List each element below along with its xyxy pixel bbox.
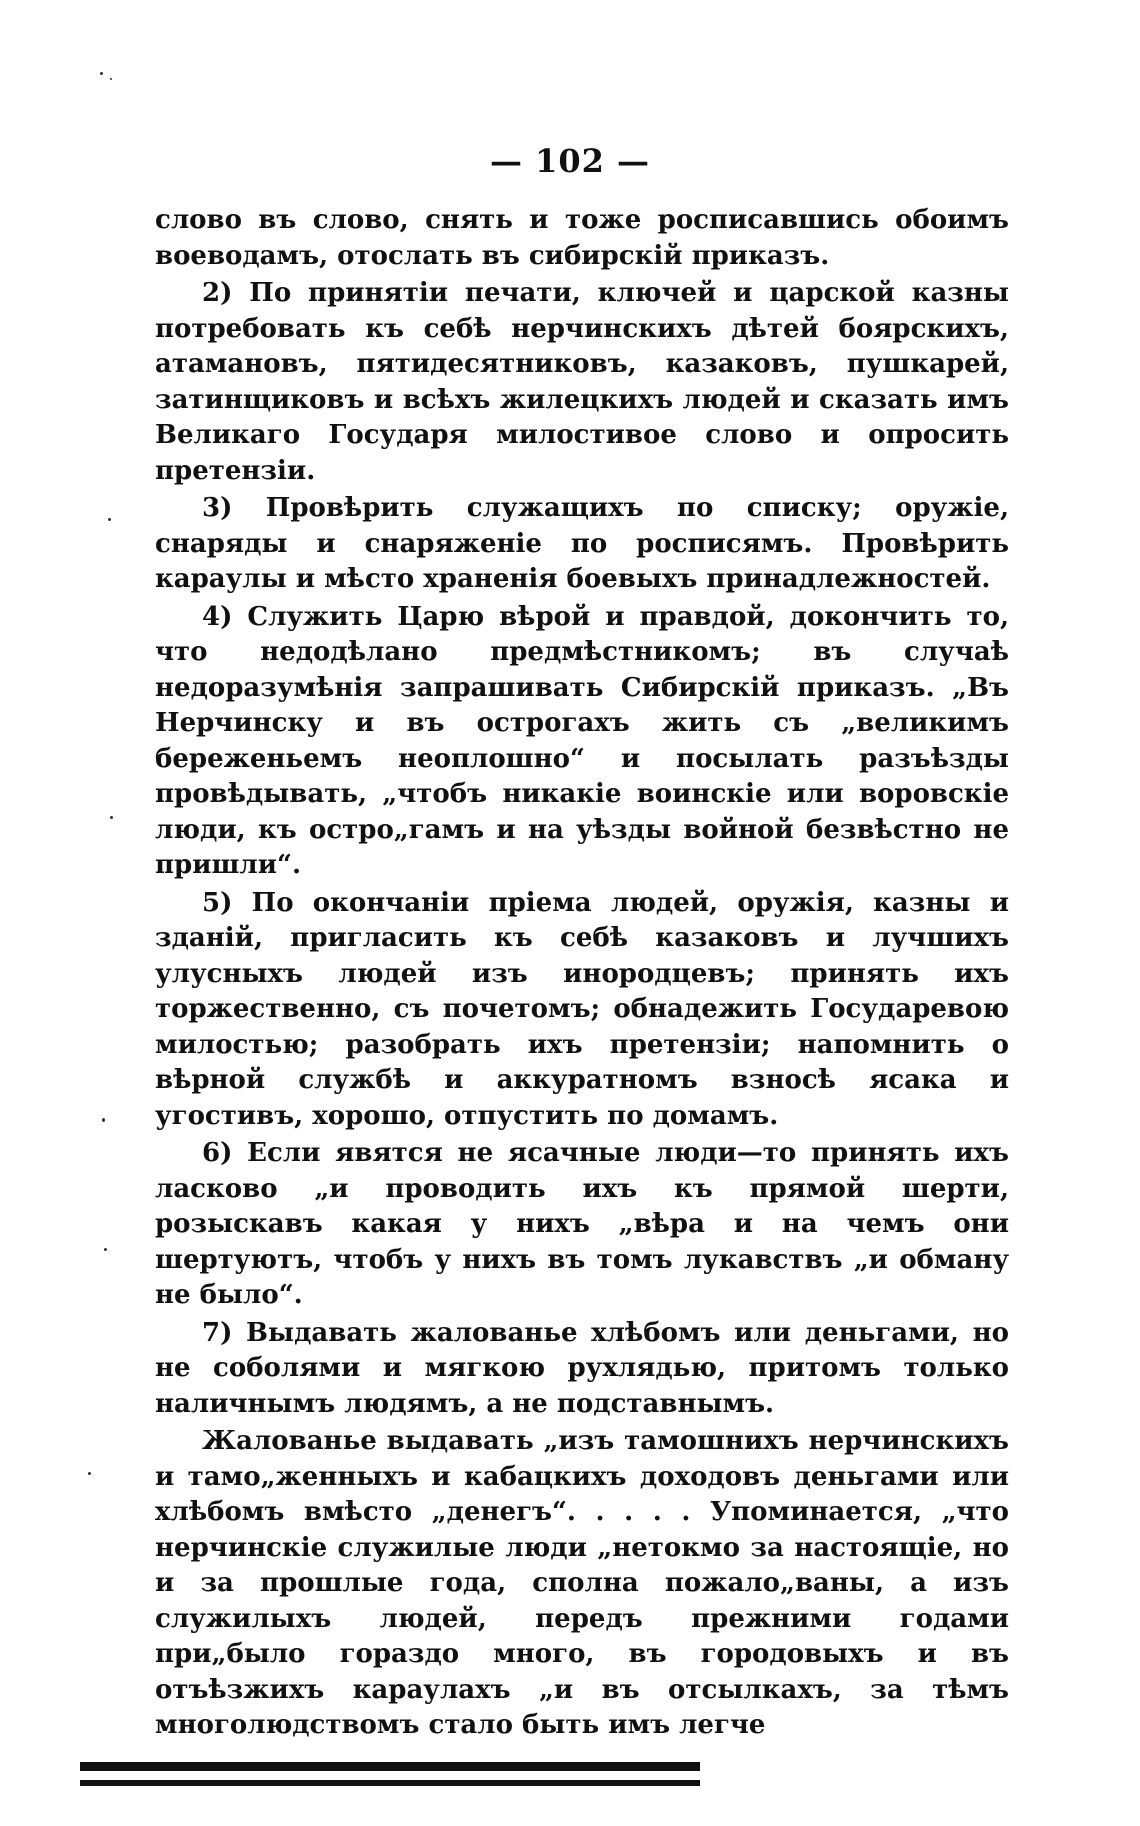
scan-speck <box>104 1248 107 1251</box>
paragraph-item-5: 5) По окончанiи прiема людей, оружiя, казны и зданiй, пригласить къ себѣ казаковъ и лучшихъ улусныхъ людей изъ инородцевъ; принять ихъ торжественно, съ почетомъ; обнадежить Государевою милостью; разобрать ихъ претензiи; напомнить о вѣрной службѣ и аккуратномъ взносѣ ясака и угостивъ, хорошо, отпустить по домамъ. <box>155 887 1009 1131</box>
scan-speck <box>110 78 112 80</box>
scan-speck <box>108 518 111 521</box>
body-text <box>155 203 1009 1744</box>
scan-speck <box>110 816 113 819</box>
scan-speck <box>88 1472 91 1475</box>
footer-rule-bottom <box>80 1780 700 1786</box>
paragraph-item-2: 2) По принятiи печати, ключей и царской казны потребовать къ себѣ нерчинскихъ дѣтей боярскихъ, атамановъ, пятидесятниковъ, казаковъ, пушкарей, затинщиковъ и всѣхъ жилецкихъ людей и сказать имъ Великаго Государя милостивое слово и опросить претензiи. <box>155 278 1009 486</box>
paragraph-item-7: 7) Выдавать жалованье хлѣбомъ или деньгами, но не соболями и мягкою рухлядью, притомъ только наличнымъ людямъ, а не подставнымъ. <box>155 1317 1009 1419</box>
paragraph-item-3: 3) Провѣрить служащихъ по списку; оружiе, снаряды и снаряженiе по росписямъ. Провѣрить караулы и мѣсто храненiя боевыхъ принадлежностей. <box>155 493 1009 594</box>
paragraph-continuation: слово въ слово, снять и тоже росписавшись обоимъ воеводамъ, отослать въ сибирскiй приказъ. <box>155 205 1009 271</box>
page-number: — 102 — <box>489 142 651 180</box>
paragraph-item-4: 4) Служить Царю вѣрой и правдой, докончить то, что недодѣлано предмѣстникомъ; въ случаѣ недоразумѣнiя запрашивать Сибирскiй приказъ. „Въ Нерчинску и въ острогахъ жить съ „великимъ береженьемъ неоплошно“ и посылать разъѣзды провѣдывать, „чтобъ никакiе воинскiе или воровскiе люди, къ остро„гамъ и на уѣзды войной безвѣстно не пришли“. <box>155 601 1009 880</box>
paragraph-salary: Жалованье выдавать „изъ тамошнихъ нерчинскихъ и тамо„женныхъ и кабацкихъ доходовъ деньгами или хлѣбомъ вмѣсто „денегъ“. . . . . Упоминается, „что нерчинскiе служилые люди „нетокмо за настоящiе, но и за прошлые года, сполна пожало„ваны, а изъ служилыхъ людей, передъ прежними годами при„было гораздо много, въ городовыхъ и въ отъѣзжихъ караулахъ „и въ отсылкахъ, за тѣмъ многолюдствомъ стало быть имъ легче <box>155 1426 1009 1740</box>
footer-rule-top <box>80 1762 700 1771</box>
scan-speck <box>100 72 103 75</box>
scan-speck <box>102 1118 105 1122</box>
paragraph-item-6: 6) Если явятся не ясачные люди—то принять ихъ ласково „и проводить ихъ къ прямой шерти, розыскавъ какая у нихъ „вѣра и на чемъ они шертуютъ, чтобъ у нихъ въ томъ лукавствъ „и обману не было“. <box>155 1138 1009 1310</box>
